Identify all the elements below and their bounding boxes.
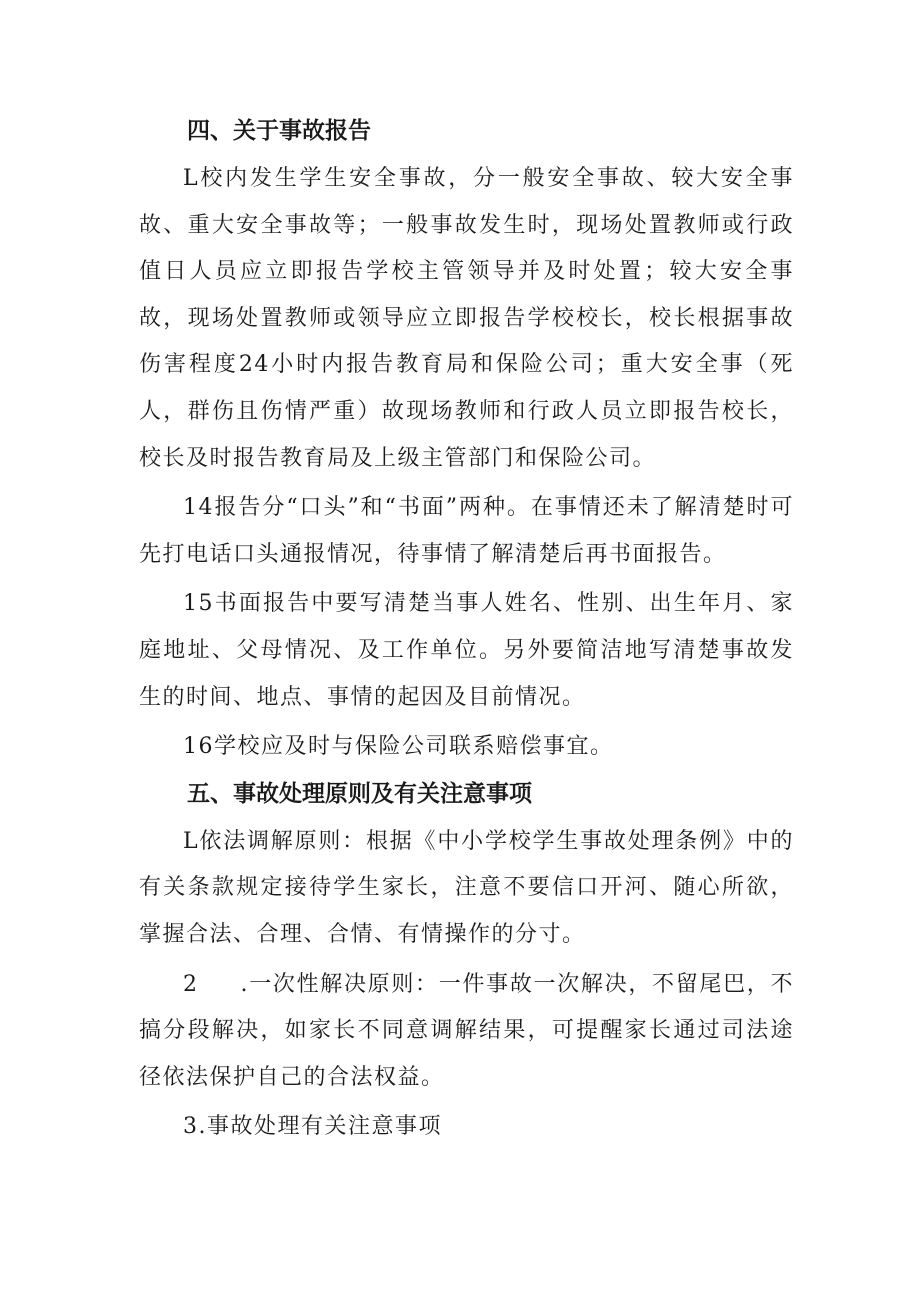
paragraph-handling-notes-title: 3.事故处理有关注意事项 (183, 1114, 442, 1140)
item-number: 2 (183, 971, 199, 997)
section-heading-accident-report: 四、关于事故报告 (187, 118, 371, 144)
document-body (139, 108, 794, 1151)
paragraph-one-time-resolution (139, 962, 794, 1102)
section-heading-handling-principles: 五、事故处理原则及有关注意事项 (187, 780, 532, 807)
paragraph-legal-mediation: L依法调解原则：根据《中小学校学生事故处理条例》中的有关条款规定接待学生家长，注意不要信口开河、随心所欲，掌握合法、合理、合情、有情操作的分寸。 (139, 828, 794, 947)
paragraph-insurance-contact: 16学校应及时与保险公司联系赔偿事宜。 (183, 734, 614, 760)
paragraph-report-types: 14报告分“口头”和“书面”两种。在事情还未了解清楚时可先打电话口头通报情况，待事情了解清楚后再书面报告。 (139, 495, 794, 567)
item-text: .一次性解决原则：一件事故一次解决，不留尾巴，不搞分段解决，如家长不同意调解结果，可提醒家长通过司法途径依法保护自己的合法权益。 (139, 971, 794, 1090)
paragraph-accident-classification: L校内发生学生安全事故，分一般安全事故、较大安全事故、重大安全事故等；一般事故发生时，现场处置教师或行政值日人员应立即报告学校主管领导并及时处置；较大安全事故，现场处置教师或领导应立即报告学校校长，校长根据事故伤害程度24小时内报告教育局和保险公司；重大安全事（死人，群伤且伤情严重）故现场教师和行政人员立即报告校长，校长及时报告教育局及上级主管部门和保险公司。 (139, 166, 794, 471)
paragraph-written-report-content: 15书面报告中要写清楚当事人姓名、性别、出生年月、家庭地址、父母情况、及工作单位。另外要简洁地写清楚事故发生的时间、地点、事情的起因及目前情况。 (139, 591, 794, 710)
